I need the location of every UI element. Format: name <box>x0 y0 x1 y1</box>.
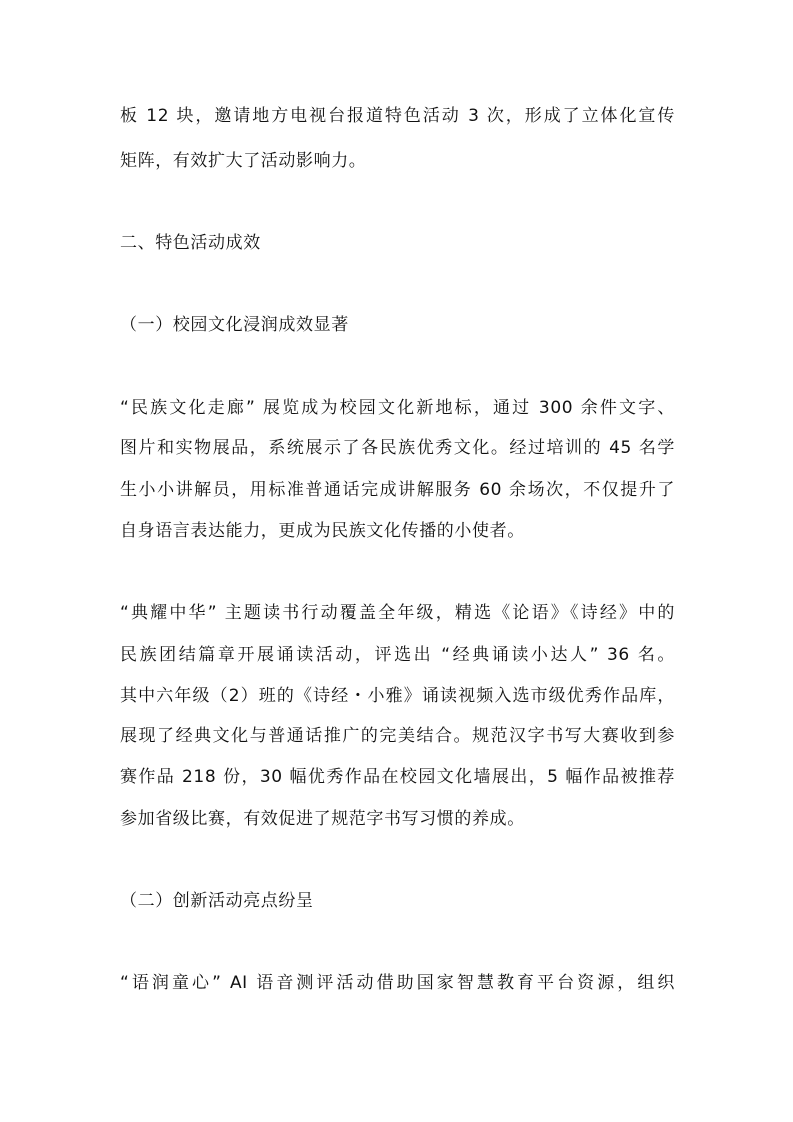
subsection-2-heading: （二）创新活动亮点纷呈 <box>120 891 314 911</box>
section-heading: 二、特色活动成效 <box>120 233 261 253</box>
subsection-1-paragraph-2-line-6: 参加省级比赛，有效促进了规范字书写习惯的养成。 <box>120 809 525 829</box>
subsection-2-paragraph-1-line-1: “语润童心” AI 语音测评活动借助国家智慧教育平台资源，组织 <box>120 973 675 993</box>
intro-paragraph-line-1: 板 12 块，邀请地方电视台报道特色活动 3 次，形成了立体化宣传 <box>120 106 675 126</box>
subsection-1-paragraph-2-line-1: “典耀中华” 主题读书行动覆盖全年级，精选《论语》《诗经》中的 <box>120 603 675 623</box>
subsection-1-paragraph-1-line-4: 自身语言表达能力，更成为民族文化传播的小使者。 <box>120 521 525 541</box>
subsection-1-paragraph-2-line-3: 其中六年级（2）班的《诗经・小雅》诵读视频入选市级优秀作品库， <box>120 686 675 706</box>
subsection-1-paragraph-2-line-5: 赛作品 218 份，30 幅优秀作品在校园文化墙展出，5 幅作品被推荐 <box>120 767 675 787</box>
subsection-1-paragraph-2-line-2: 民族团结篇章开展诵读活动，评选出 “经典诵读小达人” 36 名。 <box>120 645 675 665</box>
subsection-1-heading: （一）校园文化浸润成效显著 <box>120 315 349 335</box>
subsection-1-paragraph-1-line-1: “民族文化走廊” 展览成为校园文化新地标，通过 300 余件文字、 <box>120 398 675 418</box>
subsection-1-paragraph-2-line-4: 展现了经典文化与普通话推广的完美结合。规范汉字书写大赛收到参 <box>120 726 675 746</box>
intro-paragraph-line-2: 矩阵，有效扩大了活动影响力。 <box>120 151 367 171</box>
subsection-1-paragraph-1-line-3: 生小小讲解员，用标准普通话完成讲解服务 60 余场次，不仅提升了 <box>120 480 675 500</box>
subsection-1-paragraph-1-line-2: 图片和实物展品，系统展示了各民族优秀文化。经过培训的 45 名学 <box>120 438 675 458</box>
